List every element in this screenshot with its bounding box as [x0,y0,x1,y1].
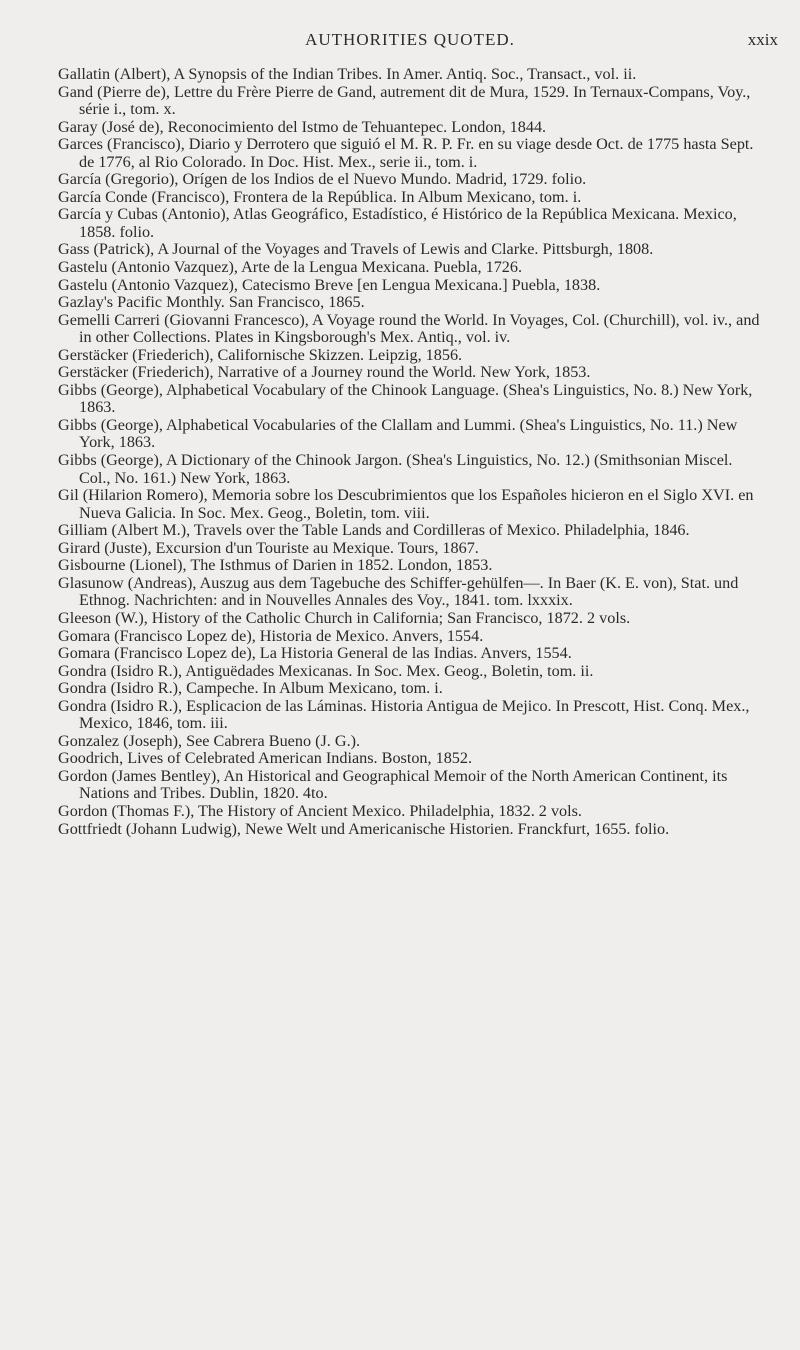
bibliography-entry: Gastelu (Antonio Vazquez), Arte de la Lengua Mexicana. Puebla, 1726. [58,258,523,277]
bibliography-entry: Gondra (Isidro R.), Antiguëdades Mexicanas. In Soc. Mex. Geog., Boletin, tom. ii. [58,661,594,680]
bibliography-entry: Glasunow (Andreas), Auszug aus dem Tagebuche des Schiffer-gehülfen—. In Baer (K. E. von), Stat. und Ethnog. Nachrichten: and in Nouvelles Annales des Voy., 1841. tom. lxxxix. [58,573,739,610]
bibliography-entry: Girard (Juste), Excursion d'un Touriste au Mexique. Tours, 1867. [58,538,479,557]
bibliography-entry: Gibbs (George), A Dictionary of the Chinook Jargon. (Shea's Linguistics, No. 12.) (Smithsonian Miscel. Col., No. 161.) New York, 1863. [58,451,733,487]
bibliography-entry: Gand (Pierre de), Lettre du Frère Pierre de Gand, autrement dit de Mura, 1529. In Ternaux-Compans, Voy., série i., tom. x. [58,82,751,119]
bibliography-entry: Garay (José de), Reconocimiento del Istmo de Tehuantepec. London, 1844. [58,117,547,136]
bibliography-entry: Gordon (James Bentley), An Historical and Geographical Memoir of the North American Continent, its Nations and Tribes. Dublin, 1820. 4to. [58,766,728,803]
running-head [40,30,780,56]
bibliography-entry: Gil (Hilarion Romero), Memoria sobre los Descubrimientos que los Españoles hicieron en el Siglo XVI. en Nueva Galicia. In Soc. Mex. Geog., Boletin, tom. viii. [58,486,754,522]
bibliography-list [58,66,766,838]
bibliography-entry: Gisbourne (Lionel), The Isthmus of Darien in 1852. London, 1853. [58,556,493,575]
bibliography-entry: Gemelli Carreri (Giovanni Francesco), A Voyage round the World. In Voyages, Col. (Churchill), vol. iv., and in other Collections. Plates in Kingsborough's Mex. Antiq., vol. iv. [58,310,760,347]
bibliography-entry: Gleeson (W.), History of the Catholic Church in California; San Francisco, 1872. 2 vols. [58,608,631,627]
bibliography-entry: Gilliam (Albert M.), Travels over the Table Lands and Cordilleras of Mexico. Philadelphia, 1846. [58,521,690,540]
bibliography-entry: García (Gregorio), Orígen de los Indios de el Nuevo Mundo. Madrid, 1729. folio. [58,170,587,189]
bibliography-entry: Gass (Patrick), A Journal of the Voyages and Travels of Lewis and Clarke. Pittsburgh, 1808. [58,240,654,259]
bibliography-entry: Gibbs (George), Alphabetical Vocabulary of the Chinook Language. (Shea's Linguistics, No. 8.) New York, 1863. [58,380,753,417]
bibliography-entry: Gallatin (Albert), A Synopsis of the Indian Tribes. In Amer. Antiq. Soc., Transact., vol. ii. [58,65,637,83]
bibliography-entry: Gondra (Isidro R.), Campeche. In Album Mexicano, tom. i. [58,679,443,698]
bibliography-entry: Gonzalez (Joseph), See Cabrera Bueno (J. G.). [58,731,361,750]
bibliography-entry: Gazlay's Pacific Monthly. San Francisco, 1865. [58,293,365,312]
bibliography-entry: Gibbs (George), Alphabetical Vocabularies of the Clallam and Lummi. (Shea's Linguistics, No. 11.) New York, 1863. [58,415,738,452]
bibliography-entry: Gastelu (Antonio Vazquez), Catecismo Breve [en Lengua Mexicana.] Puebla, 1838. [58,275,601,294]
bibliography-entry: Gerstäcker (Friederich), Narrative of a Journey round the World. New York, 1853. [58,363,591,382]
page-title: AUTHORITIES QUOTED. [305,30,515,49]
bibliography-entry: Gomara (Francisco Lopez de), Historia de Mexico. Anvers, 1554. [58,626,484,645]
bibliography-entry: García y Cubas (Antonio), Atlas Geográfico, Estadístico, é Histórico de la República Mexicana. Mexico, 1858. folio. [58,205,737,241]
page-number: xxix [747,30,778,49]
bibliography-entry: Gondra (Isidro R.), Esplicacion de las Láminas. Historia Antigua de Mejico. In Prescott, Hist. Conq. Mex., Mexico, 1846, tom. iii. [58,696,750,733]
bibliography-entry: Gerstäcker (Friederich), Californische Skizzen. Leipzig, 1856. [58,345,463,364]
bibliography-entry: García Conde (Francisco), Frontera de la República. In Album Mexicano, tom. i. [58,187,582,206]
bibliography-entry: Gottfriedt (Johann Ludwig), Newe Welt und Americanische Historien. Franckfurt, 1655. folio. [58,819,670,838]
bibliography-entry: Goodrich, Lives of Celebrated American Indians. Boston, 1852. [58,749,473,768]
bibliography-entry: Garces (Francisco), Diario y Derrotero que siguió el M. R. P. Fr. en su viage desde Oct. de 1775 hasta Sept. de 1776, al Rio Colorado. In Doc. Hist. Mex., serie ii., tom. i. [58,135,754,171]
bibliography-entry: Gomara (Francisco Lopez de), La Historia General de las Indias. Anvers, 1554. [58,644,572,663]
bibliography-entry: Gordon (Thomas F.), The History of Ancient Mexico. Philadelphia, 1832. 2 vols. [58,801,582,820]
